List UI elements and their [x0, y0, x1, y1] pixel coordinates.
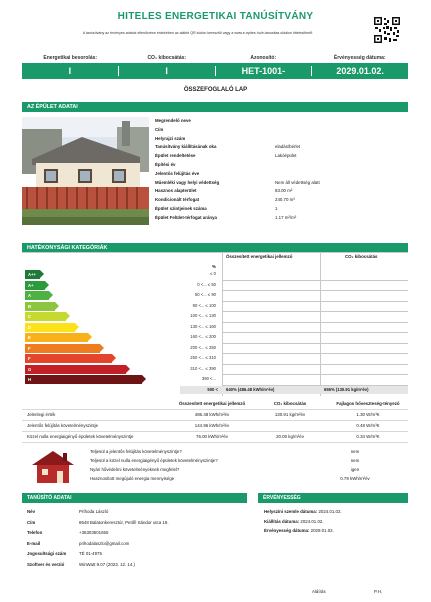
row-divider: [222, 322, 408, 323]
table-header-row: Összesített energetikai jellemző CO₂ kibocsátás Fajlagos hőveszteség-tényező: [22, 399, 408, 410]
house-icon: [30, 447, 76, 485]
class-bar-g: [25, 365, 126, 374]
list-item: Teljesül a jelentős felújítás követelményszintje? nem: [90, 449, 360, 454]
summary-title: ÖSSZEFOGLALÓ LAP: [183, 87, 248, 93]
header-labels: [22, 55, 408, 61]
class-range: 250 <... ≤ 310: [190, 355, 216, 360]
class-bar-label: C: [28, 314, 32, 319]
row-divider: [222, 280, 408, 281]
class-bar-label: E: [28, 335, 31, 340]
document-subtitle: A tanúsítvány az érvényes adatok ellenőrzése érdekében az alábbi QR kódon keresztül vagy a www.e-epites.hu/e-tanusitas oldalon hitelesíthető.: [82, 31, 314, 35]
class-bar-label: B: [28, 303, 32, 309]
percent-header: %: [212, 264, 216, 269]
divider: [22, 252, 408, 253]
class-bar-label: H: [28, 377, 32, 382]
row-divider: [222, 374, 408, 375]
class-bar-arrow: [126, 365, 130, 373]
class-range: 160 <... ≤ 200: [190, 334, 216, 339]
class-range: 0 <... ≤ 50: [197, 281, 216, 287]
list-item: Nyári hővédelmi követelményeknek megfelel? igen: [90, 467, 360, 472]
class-range: ≤ 0: [210, 271, 216, 276]
class-range: 200 <... ≤ 250: [190, 344, 216, 350]
certifier-row: Telefon +36303501655: [27, 530, 109, 535]
efficiency-section-header: HATÉKONYSÁGI KATEGÓRIÁK: [22, 243, 408, 253]
document-title: HITELES ENERGETIKAI TANÚSÍTVÁNY: [117, 11, 314, 22]
identifier-value: HET-1001-: [216, 66, 313, 76]
class-bar-f: [25, 344, 100, 353]
class-bar-arrow: [75, 323, 79, 331]
class-bar-label: A+: [28, 282, 34, 288]
class-bar-label: A++: [28, 272, 36, 277]
row-divider: [222, 343, 408, 344]
building-section-header: AZ ÉPÜLET ADATAI: [22, 102, 408, 112]
certifier-row: Név Príhoda László: [27, 509, 109, 514]
validity-row: Helyszíni szemle dátuma: 2024.01.02.: [264, 509, 342, 514]
validity-label: Érvényesség dátuma:: [333, 55, 386, 61]
validity-value: 2029.01.02.: [336, 66, 384, 76]
row-divider: [222, 364, 408, 365]
class-bar-label: F: [28, 356, 31, 361]
class-range: 130 <... ≤ 160: [190, 323, 216, 329]
building-row: Hasznos alapterület 83.00 m²: [155, 188, 293, 194]
class-bar-b: [25, 302, 55, 311]
class-bar-h: [25, 375, 142, 384]
building-row: Helyrajzi szám: [155, 135, 186, 141]
class-bar-arrow: [100, 344, 104, 352]
building-row: Műemléki vagy helyi védettség Nem áll védettség alatt: [155, 179, 320, 185]
class-bar-label: A: [28, 293, 32, 298]
building-row: Cím: [155, 126, 164, 132]
class-bar-arrow: [49, 291, 53, 299]
class-range: 390 <...: [201, 376, 216, 381]
row-divider: [222, 301, 408, 302]
table-row: Közel nulla energiaigényű épületek követelményszintje 76.00 kWh/m²év 20.00 kg/m²év 0.34 W/m³K: [22, 432, 408, 443]
co2-marker: 655% (130.91 kg/m²év): [320, 386, 408, 394]
identifier-label: Azonosító:: [250, 55, 277, 61]
building-photo: [22, 117, 149, 225]
class-bar-d: [25, 323, 75, 332]
building-row: Épület rendeltetése Lakóépület: [155, 153, 297, 159]
rating-value: I: [22, 66, 119, 76]
stamp-label: P.H.: [374, 589, 382, 594]
class-bar-aplusplus: [25, 270, 40, 279]
class-bar-f: [25, 354, 112, 363]
last-range: 500 <: [180, 386, 222, 394]
building-row: Kondicionált térfogat 240.70 m³: [155, 197, 295, 203]
building-row: Megrendelő neve: [155, 118, 191, 123]
class-bar-c: [25, 312, 66, 321]
list-item: Teljesül a közel nulla energiaigényű épületek követelményszintje? nem: [90, 458, 360, 463]
class-range: 50 <... ≤ 90: [194, 292, 216, 297]
building-row: Építési év: [155, 161, 176, 167]
compliance-list: [90, 447, 400, 483]
co2-column-header: CO₂ kibocsátás: [345, 254, 378, 259]
row-divider: [222, 332, 408, 333]
certifier-row: E-mail prihodalaszlo@gmail.com: [27, 540, 130, 546]
validity-block: [258, 493, 408, 536]
certifier-row: Jogosultsági szám TÉ 01-4975: [27, 551, 102, 556]
row-divider: [222, 353, 408, 354]
class-bar-arrow: [55, 302, 59, 310]
validity-row: Érvényesség dátuma: 2029.01.02.: [264, 528, 334, 533]
class-range: 90 <... ≤ 100: [192, 302, 216, 308]
class-bar-label: D: [28, 324, 32, 330]
energy-marker: 640% (486.48 kWh/m²év): [222, 386, 320, 394]
class-bar-a: [25, 291, 49, 300]
energy-column-header: Összesített energetikai jellemző: [226, 254, 293, 259]
building-row: Épület szintjeinek száma 1: [155, 205, 278, 211]
class-bar-arrow: [40, 270, 44, 278]
signature-label: Aláírás: [312, 589, 326, 594]
co2-value: I: [119, 66, 216, 76]
class-range: 310 <... ≤ 390: [190, 365, 216, 371]
building-row: Jelentős felújítás éve: [155, 170, 200, 176]
list-item: Hasznosított megújuló energia mennyisége 0.79 kWh/m²év: [90, 476, 370, 481]
certifier-row: Szoftver és verzió WinWatt 9.07 (2023. 12. 14.): [27, 561, 135, 567]
header-values: [22, 63, 408, 79]
certifier-section-header: TANÚSÍTÓ ADATAI: [22, 493, 247, 503]
class-bar-arrow: [142, 375, 146, 383]
validity-section-header: ÉRVÉNYESSÉG: [258, 493, 408, 503]
certifier-block: [22, 493, 247, 570]
class-bar-e: [25, 333, 88, 342]
class-range: 100 <... ≤ 130: [190, 313, 216, 318]
building-row: Épület Felület-térfogat aránya 1.17 m²/m³: [155, 214, 297, 220]
class-bar-aplus: [25, 281, 45, 290]
class-bar-arrow: [88, 333, 92, 341]
table-row: Jelentős felújítás követelményszintje 144.96 kWh/m²év 0.48 W/m³K: [22, 421, 408, 432]
building-row: Tanúsítvány kiállításának oka eladás/bérlet: [155, 144, 301, 150]
class-bar-arrow: [66, 312, 70, 320]
class-bar-arrow: [45, 281, 49, 289]
qr-code-icon: [374, 17, 400, 43]
row-divider: [222, 311, 408, 312]
co2-label: CO₂ kibocsátás:: [147, 55, 187, 61]
certifier-row: Cím 8648 Balatonkeresztúr, Petőfi Sándor utca 19.: [27, 519, 169, 525]
table-row: Jelenlegi érték 486.48 kWh/m²év 130.91 kg/m²év 1.30 W/m³K: [22, 410, 408, 421]
validity-row: Kiállítás dátuma: 2024.01.02.: [264, 518, 324, 524]
class-bar-arrow: [112, 354, 116, 362]
building-data-list: [155, 117, 409, 223]
results-table: [22, 399, 408, 443]
row-divider: [222, 290, 408, 291]
class-bar-label: F: [28, 345, 31, 351]
class-bar-label: G: [28, 366, 32, 372]
rating-label: Energetikai besorolás:: [43, 55, 98, 61]
